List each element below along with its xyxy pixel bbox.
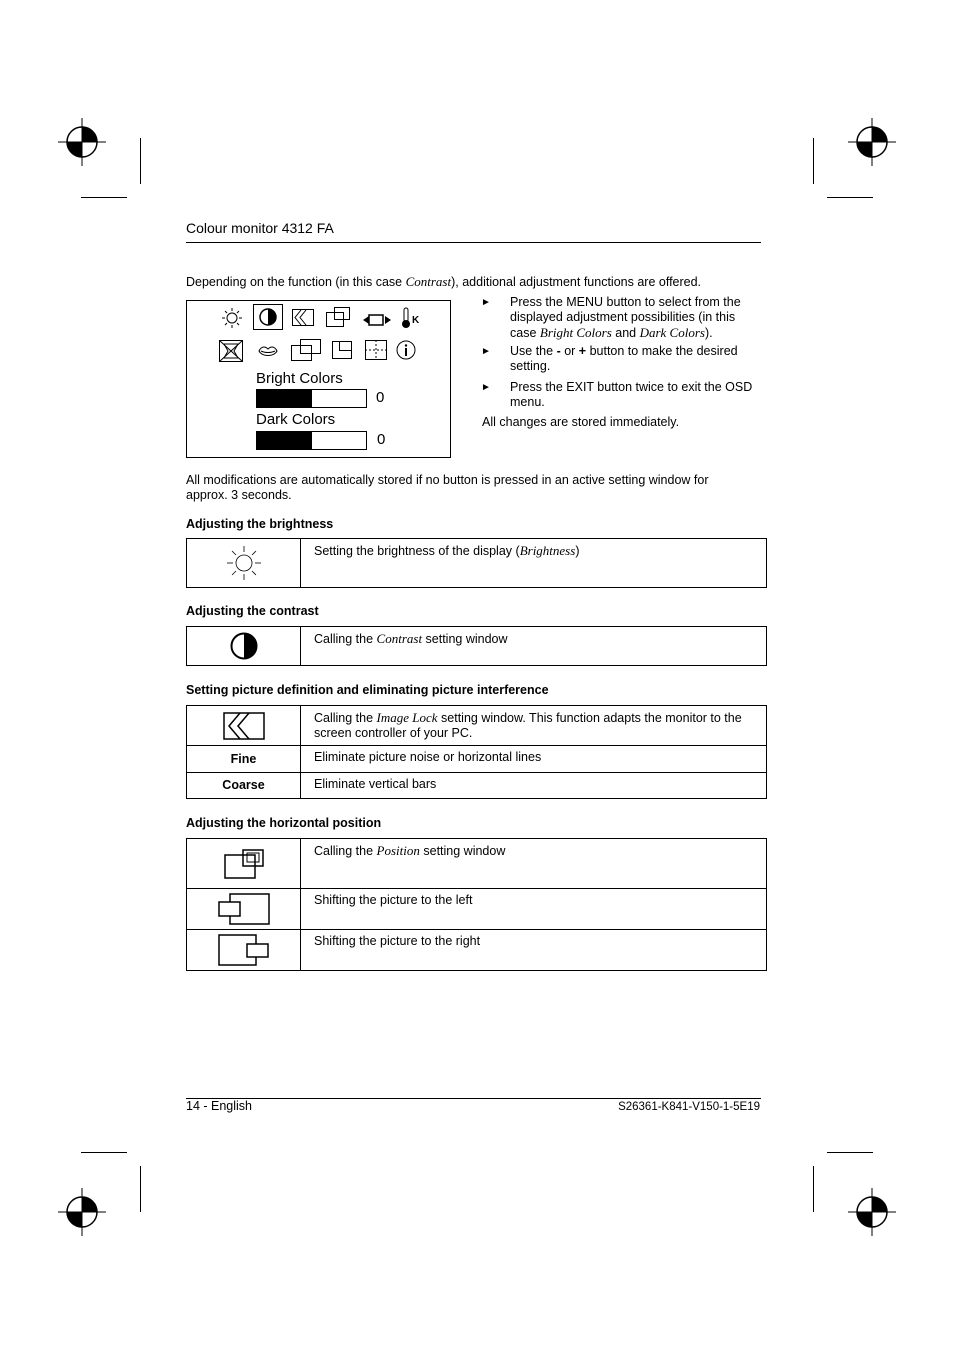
crop-mark bbox=[81, 1152, 127, 1153]
table-row bbox=[187, 627, 767, 666]
table-row bbox=[187, 746, 767, 773]
crop-mark bbox=[827, 197, 873, 198]
table-icon-cell bbox=[187, 627, 301, 666]
osd-settings-icon bbox=[332, 341, 352, 359]
table-row bbox=[187, 539, 767, 588]
dark-colors-value: 0 bbox=[377, 431, 386, 448]
bright-colors-slider bbox=[256, 389, 367, 408]
table-row bbox=[187, 839, 767, 889]
osd-menu-screen bbox=[186, 300, 451, 458]
instruction-bullet: ► Use the - or + button to make the desired setting. bbox=[481, 344, 738, 373]
size-icon bbox=[363, 313, 391, 327]
brightness-table bbox=[186, 538, 767, 588]
instruction-bullet: ► Press the MENU button to select from the displayed adjustment possibilities (in this case Bright Colors and Dark Colors). bbox=[481, 295, 741, 340]
table-text-cell: Calling the Contrast setting window bbox=[301, 627, 767, 666]
section-title-brightness: Adjusting the brightness bbox=[186, 517, 334, 531]
contrast-icon bbox=[229, 631, 259, 661]
image-lock-icon bbox=[223, 712, 265, 740]
table-text-cell: Shifting the picture to the left bbox=[301, 889, 767, 930]
registration-mark-top-left bbox=[58, 118, 106, 166]
dark-colors-slider bbox=[256, 431, 367, 450]
table-label-cell: Coarse bbox=[187, 773, 301, 799]
bullet-arrow-icon: ► bbox=[481, 382, 491, 393]
table-label-cell: Fine bbox=[187, 746, 301, 773]
image-lock-icon bbox=[292, 309, 314, 326]
instruction-bullet: ► Press the EXIT button twice to exit the OSD menu. bbox=[481, 380, 753, 409]
language-icon bbox=[258, 345, 278, 357]
header-rule bbox=[186, 242, 761, 243]
table-text-cell: Eliminate vertical bars bbox=[301, 773, 767, 799]
crop-mark bbox=[81, 197, 127, 198]
brightness-icon bbox=[221, 307, 243, 329]
section-title-contrast: Adjusting the contrast bbox=[186, 604, 319, 618]
contrast-table bbox=[186, 626, 767, 666]
table-icon-cell bbox=[187, 839, 301, 889]
bullet-arrow-icon: ► bbox=[481, 297, 491, 308]
running-header: Colour monitor 4312 FA bbox=[186, 220, 334, 236]
page-number: 14 - English bbox=[186, 1099, 253, 1113]
shift-right-icon bbox=[218, 934, 270, 966]
geometry-icon bbox=[219, 340, 243, 362]
bright-colors-label: Bright Colors bbox=[256, 370, 343, 387]
registration-mark-bottom-left bbox=[58, 1188, 106, 1236]
brightness-icon bbox=[225, 544, 263, 582]
table-text-cell: Shifting the picture to the right bbox=[301, 930, 767, 971]
crop-mark bbox=[140, 1166, 141, 1212]
table-icon-cell bbox=[187, 930, 301, 971]
intro-paragraph: Depending on the function (in this case Contrast), additional adjustment functions are offered. bbox=[186, 274, 702, 289]
color-temperature-icon bbox=[401, 307, 411, 329]
crop-mark bbox=[813, 138, 814, 184]
registration-mark-bottom-right bbox=[848, 1188, 896, 1236]
stored-note: All changes are stored immediately. bbox=[482, 415, 680, 429]
auto-store-note: All modifications are automatically stored if no button is pressed in an active setting window for approx. 3 seconds. bbox=[186, 473, 709, 502]
section-title-definition: Setting picture definition and eliminating picture interference bbox=[186, 683, 549, 697]
definition-table bbox=[186, 705, 767, 799]
bullet-arrow-icon: ► bbox=[481, 346, 491, 357]
table-icon-cell bbox=[187, 539, 301, 588]
table-text-cell: Setting the brightness of the display (Brightness) bbox=[301, 539, 767, 588]
position-icon bbox=[326, 307, 350, 327]
bright-colors-value: 0 bbox=[376, 389, 385, 406]
shift-left-icon bbox=[218, 893, 270, 925]
table-text-cell: Calling the Image Lock setting window. This function adapts the monitor to the screen controller of your PC. bbox=[301, 706, 767, 746]
registration-mark-top-right bbox=[848, 118, 896, 166]
crop-mark bbox=[140, 138, 141, 184]
crop-mark bbox=[827, 1152, 873, 1153]
document-code: S26361-K841-V150-1-5E19 bbox=[618, 1101, 760, 1113]
dark-colors-slider-fill bbox=[257, 432, 312, 449]
dark-colors-label: Dark Colors bbox=[256, 411, 336, 428]
crop-mark bbox=[813, 1166, 814, 1212]
table-row bbox=[187, 706, 767, 746]
table-text-cell: Calling the Position setting window bbox=[301, 839, 767, 889]
table-icon-cell bbox=[187, 889, 301, 930]
table-row bbox=[187, 930, 767, 971]
position-icon bbox=[224, 849, 264, 879]
section-title-horizontal-position: Adjusting the horizontal position bbox=[186, 816, 382, 830]
horizontal-position-table bbox=[186, 838, 767, 971]
table-icon-cell bbox=[187, 706, 301, 746]
reset-icon bbox=[365, 340, 387, 360]
information-icon bbox=[396, 340, 416, 360]
osd-position-icon bbox=[291, 339, 321, 361]
bright-colors-slider-fill bbox=[257, 390, 312, 407]
table-row bbox=[187, 889, 767, 930]
table-text-cell: Eliminate picture noise or horizontal lines bbox=[301, 746, 767, 773]
footer-rule bbox=[186, 1098, 761, 1099]
table-row bbox=[187, 773, 767, 799]
color-temperature-k-label: K bbox=[412, 315, 420, 326]
contrast-icon bbox=[253, 304, 283, 330]
